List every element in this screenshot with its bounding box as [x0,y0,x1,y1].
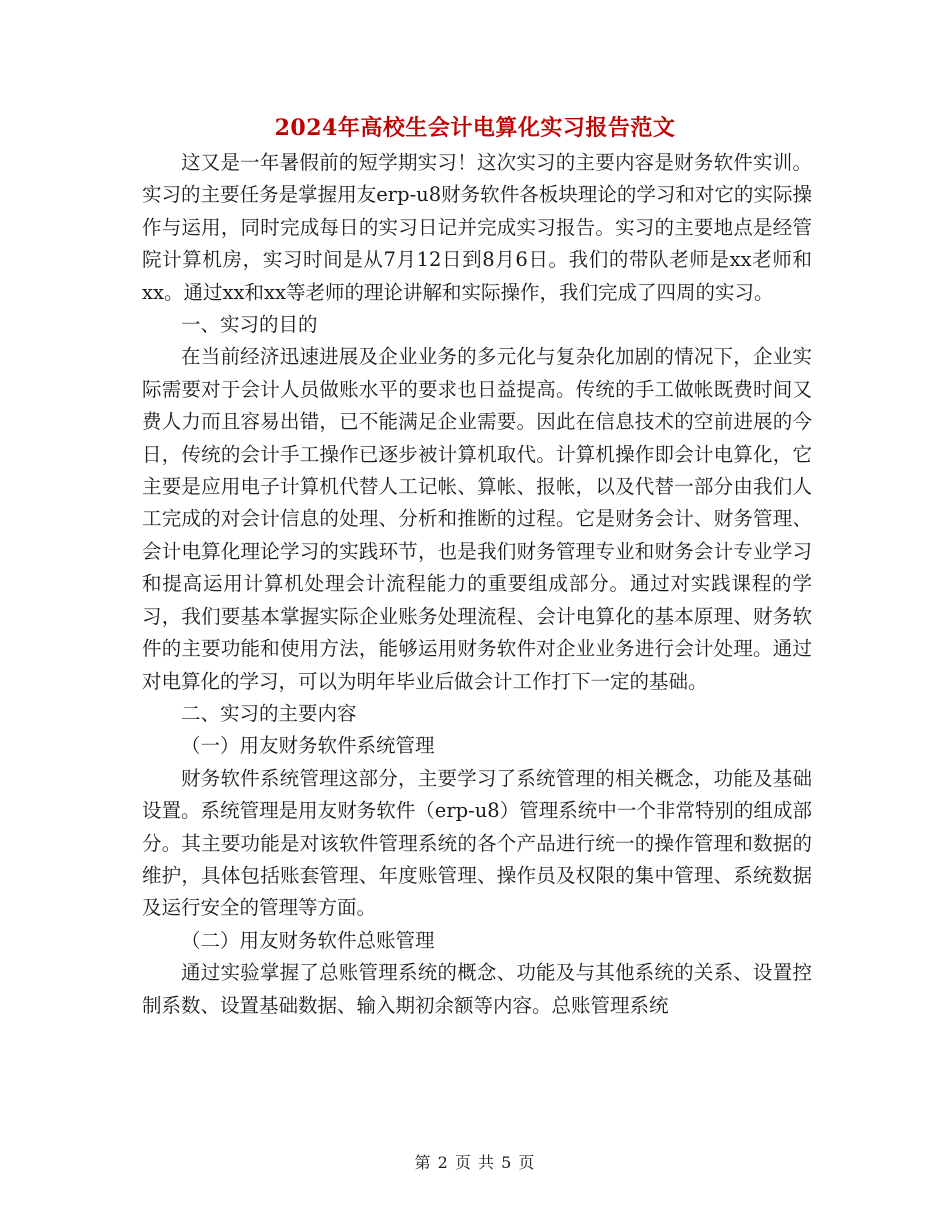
document-title: 2024年高校生会计电算化实习报告范文 [274,115,676,141]
paragraph-system-management: 财务软件系统管理这部分，主要学习了系统管理的相关概念，功能及基础设置。系统管理是用友财务软件（erp-u8）管理系统中一个非常特别的组成部分。其主要功能是对该软件管理系统的各个产品进行统一的操作管理和数据的维护，具体包括账套管理、年度账管理、操作员及权限的集中管理、系统数据及运行安全的管理等方面。 [142,766,812,920]
page-number-footer: 第 2 页 共 5 页 [414,1153,536,1172]
subheading-system-management: （一）用友财务软件系统管理 [181,734,435,758]
heading-main-content: 二、实习的主要内容 [181,701,357,725]
heading-purpose: 一、实习的目的 [181,313,318,337]
document-body [142,147,812,1022]
paragraph-purpose: 在当前经济迅速进展及企业业务的多元化与复杂化加剧的情况下，企业实际需要对于会计人员做账水平的要求也日益提高。传统的手工做帐既费时间又费人力而且容易出错，已不能满足企业需要。因此在信息技术的空前进展的今日，传统的会计手工操作已逐步被计算机取代。计算机操作即会计电算化，它主要是应用电子计算机代替人工记帐、算帐、报帐，以及代替一部分由我们人工完成的对会计信息的处理、分析和推断的过程。它是财务会计、财务管理、会计电算化理论学习的实践环节，也是我们财务管理专业和财务会计专业学习和提高运用计算机处理会计流程能力的重要组成部分。通过对实践课程的学习，我们要基本掌握实际企业账务处理流程、会计电算化的基本原理、财务软件的主要功能和使用方法，能够运用财务软件对企业业务进行会计处理。通过对电算化的学习，可以为明年毕业后做会计工作打下一定的基础。 [142,345,812,693]
paragraph-intro: 这又是一年暑假前的短学期实习！这次实习的主要内容是财务软件实训。实习的主要任务是掌握用友erp-u8财务软件各板块理论的学习和对它的实际操作与运用，同时完成每日的实习日记并完成实习报告。实习的主要地点是经管院计算机房，实习时间是从7月12日到8月6日。我们的带队老师是xx老师和xx。通过xx和xx等老师的理论讲解和实际操作，我们完成了四周的实习。 [142,151,812,304]
subheading-general-ledger: （二）用友财务软件总账管理 [181,928,435,952]
paragraph-general-ledger: 通过实验掌握了总账管理系统的概念、功能及与其他系统的关系、设置控制系数、设置基础数据、输入期初余额等内容。总账管理系统 [142,961,812,1017]
